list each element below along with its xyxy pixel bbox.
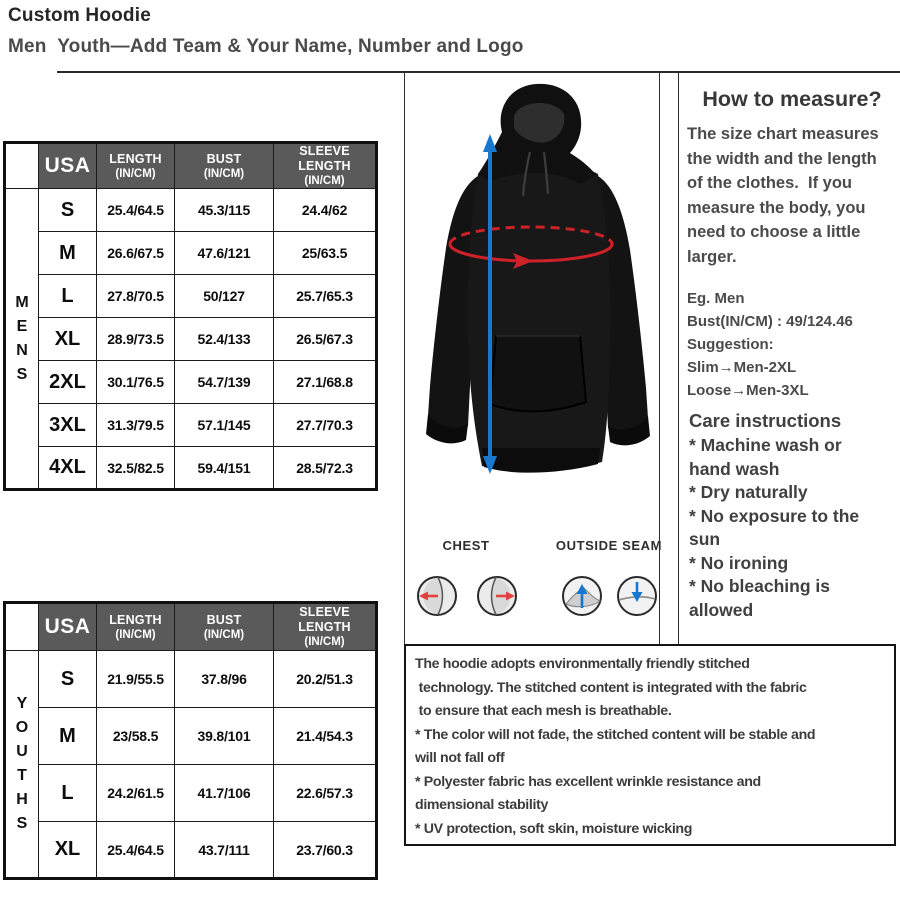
length-header-cell bbox=[97, 143, 175, 189]
length-cell: 31.3/79.5 bbox=[97, 404, 175, 447]
table-row bbox=[5, 232, 377, 275]
bust-cell: 45.3/115 bbox=[175, 189, 274, 232]
sleeve-cell: 25.7/65.3 bbox=[274, 275, 377, 318]
length-cell: 21.9/55.5 bbox=[97, 651, 175, 708]
body-line: larger. bbox=[687, 247, 737, 266]
sleeve-cell: 21.4/54.3 bbox=[274, 708, 377, 765]
sleeve-cell: 27.1/68.8 bbox=[274, 361, 377, 404]
sleeve-header-cell bbox=[274, 143, 377, 189]
bust-header-label: BUST bbox=[206, 151, 242, 166]
size-cell: 3XL bbox=[39, 404, 97, 447]
sleeve-cell: 28.5/72.3 bbox=[274, 447, 377, 490]
care-line: allowed bbox=[689, 599, 754, 620]
product-description-box bbox=[404, 644, 896, 846]
bust-cell: 43.7/111 bbox=[175, 822, 274, 879]
sleeve-cell: 25/63.5 bbox=[274, 232, 377, 275]
length-cell: 24.2/61.5 bbox=[97, 765, 175, 822]
how-to-measure-body bbox=[687, 122, 879, 269]
bust-cell: 54.7/139 bbox=[175, 361, 274, 404]
mens-group-text: MENS bbox=[15, 293, 29, 383]
sleeve-cell: 24.4/62 bbox=[274, 189, 377, 232]
length-cell: 30.1/76.5 bbox=[97, 361, 175, 404]
chest-width-left-icon bbox=[415, 574, 459, 618]
mens-size-table bbox=[3, 141, 378, 491]
seam-up-icon bbox=[560, 574, 604, 618]
description-line: The hoodie adopts environmentally friendly stitched bbox=[415, 656, 750, 672]
length-header-label: LENGTH bbox=[109, 612, 162, 627]
sleeve-cell: 26.5/67.3 bbox=[274, 318, 377, 361]
table-row bbox=[5, 189, 377, 232]
length-cell: 27.8/70.5 bbox=[97, 275, 175, 318]
how-to-measure-heading: How to measure? bbox=[702, 87, 882, 111]
description-line: dimensional stability bbox=[415, 797, 548, 813]
chest-width-right-icon bbox=[475, 574, 519, 618]
table-corner-cell bbox=[5, 603, 39, 651]
length-cell: 28.9/73.5 bbox=[97, 318, 175, 361]
bust-cell: 41.7/106 bbox=[175, 765, 274, 822]
bust-cell: 39.8/101 bbox=[175, 708, 274, 765]
sleeve-cell: 22.6/57.3 bbox=[274, 765, 377, 822]
size-cell: 4XL bbox=[39, 447, 97, 490]
sleeve-cell: 27.7/70.3 bbox=[274, 404, 377, 447]
length-cell: 25.4/64.5 bbox=[97, 822, 175, 879]
table-row bbox=[5, 765, 377, 822]
size-cell: XL bbox=[39, 822, 97, 879]
youths-header-row bbox=[5, 603, 377, 651]
sleeve-unit-label: (IN/CM) bbox=[304, 636, 345, 648]
mens-group-label bbox=[5, 189, 39, 490]
youths-group-label bbox=[5, 651, 39, 879]
body-line: need to choose a little bbox=[687, 223, 861, 241]
table-row bbox=[5, 275, 377, 318]
description-line: * Polyester fabric has excellent wrinkle resistance and bbox=[415, 773, 761, 790]
mens-header-row bbox=[5, 143, 377, 189]
bust-header-label: BUST bbox=[206, 612, 242, 627]
bust-cell: 37.8/96 bbox=[175, 651, 274, 708]
care-line: * No ironing bbox=[689, 552, 789, 573]
length-header-label: LENGTH bbox=[109, 151, 162, 166]
size-cell: L bbox=[39, 275, 97, 318]
size-cell: S bbox=[39, 651, 97, 708]
description-line: * UV protection, soft skin, moisture wicking bbox=[415, 820, 693, 837]
bust-cell: 50/127 bbox=[175, 275, 274, 318]
size-cell: M bbox=[39, 232, 97, 275]
body-line: measure the body, you bbox=[687, 198, 866, 217]
size-cell: S bbox=[39, 189, 97, 232]
size-suggestion-example bbox=[687, 287, 853, 402]
page-subtitle: Men Youth—Add Team & Your Name, Number and Logo bbox=[8, 36, 524, 57]
bust-unit-label: (IN/CM) bbox=[203, 167, 245, 180]
bust-unit-label: (IN/CM) bbox=[203, 628, 245, 641]
description-line: to ensure that each mesh is breathable. bbox=[415, 703, 672, 719]
bust-header-cell bbox=[175, 143, 274, 189]
column-divider bbox=[678, 72, 679, 644]
care-instructions bbox=[689, 408, 859, 622]
bust-cell: 59.4/151 bbox=[175, 447, 274, 490]
length-cell: 23/58.5 bbox=[97, 708, 175, 765]
usa-header-cell: USA bbox=[39, 603, 97, 651]
length-cell: 26.6/67.5 bbox=[97, 232, 175, 275]
hoodie-photo bbox=[406, 74, 658, 542]
body-line: the width and the length bbox=[687, 149, 877, 168]
bust-cell: 47.6/121 bbox=[175, 232, 274, 275]
care-line: * No exposure to the bbox=[689, 505, 860, 526]
length-header-cell bbox=[97, 603, 175, 651]
table-row bbox=[5, 404, 377, 447]
sleeve-cell: 20.2/51.3 bbox=[274, 651, 377, 708]
bust-cell: 52.4/133 bbox=[175, 318, 274, 361]
example-line: Loose→Men-3XL bbox=[687, 382, 809, 399]
size-cell: XL bbox=[39, 318, 97, 361]
example-line: Eg. Men bbox=[687, 290, 745, 307]
length-cell: 25.4/64.5 bbox=[97, 189, 175, 232]
sleeve-cell: 23.7/60.3 bbox=[274, 822, 377, 879]
table-row bbox=[5, 822, 377, 879]
chest-label: CHEST bbox=[442, 538, 490, 553]
body-line: of the clothes. If you bbox=[687, 174, 853, 192]
seam-down-icon bbox=[615, 574, 659, 618]
table-corner-cell bbox=[5, 143, 39, 189]
usa-header-cell: USA bbox=[39, 143, 97, 189]
sleeve-unit-label: (IN/CM) bbox=[304, 175, 345, 187]
care-line: sun bbox=[689, 529, 721, 549]
care-line: * Dry naturally bbox=[689, 482, 808, 502]
care-heading: Care instructions bbox=[689, 410, 842, 431]
example-line: Slim→Men-2XL bbox=[687, 359, 797, 376]
care-line: * No bleaching is bbox=[689, 576, 830, 596]
description-line: will not fall off bbox=[415, 750, 505, 766]
length-cell: 32.5/82.5 bbox=[97, 447, 175, 490]
length-unit-label: (IN/CM) bbox=[115, 628, 156, 641]
bust-cell: 57.1/145 bbox=[175, 404, 274, 447]
body-line: The size chart measures bbox=[687, 125, 879, 143]
care-line: * Machine wash or bbox=[689, 435, 842, 455]
size-cell: L bbox=[39, 765, 97, 822]
table-row bbox=[5, 447, 377, 490]
size-cell: M bbox=[39, 708, 97, 765]
size-cell: 2XL bbox=[39, 361, 97, 404]
table-row bbox=[5, 318, 377, 361]
table-row bbox=[5, 708, 377, 765]
description-line: technology. The stitched content is integrated with the fabric bbox=[415, 679, 807, 696]
care-line: hand wash bbox=[689, 458, 780, 479]
sleeve-header-cell bbox=[274, 603, 377, 651]
table-row bbox=[5, 361, 377, 404]
youths-group-text: YOUTHS bbox=[15, 695, 29, 832]
bust-header-cell bbox=[175, 603, 274, 651]
example-line: Suggestion: bbox=[687, 336, 774, 353]
youths-size-table bbox=[3, 601, 378, 880]
outside-seam-label: OUTSIDE SEAM bbox=[555, 538, 663, 553]
description-line: * The color will not fade, the stitched content will be stable and bbox=[415, 726, 816, 743]
page-title: Custom Hoodie bbox=[8, 5, 151, 26]
table-row bbox=[5, 651, 377, 708]
sleeve-header-label: SLEEVE LENGTH bbox=[298, 144, 351, 173]
example-line: Bust(IN/CM) : 49/124.46 bbox=[687, 313, 853, 330]
length-unit-label: (IN/CM) bbox=[115, 167, 156, 180]
sleeve-header-label: SLEEVE LENGTH bbox=[298, 605, 351, 634]
